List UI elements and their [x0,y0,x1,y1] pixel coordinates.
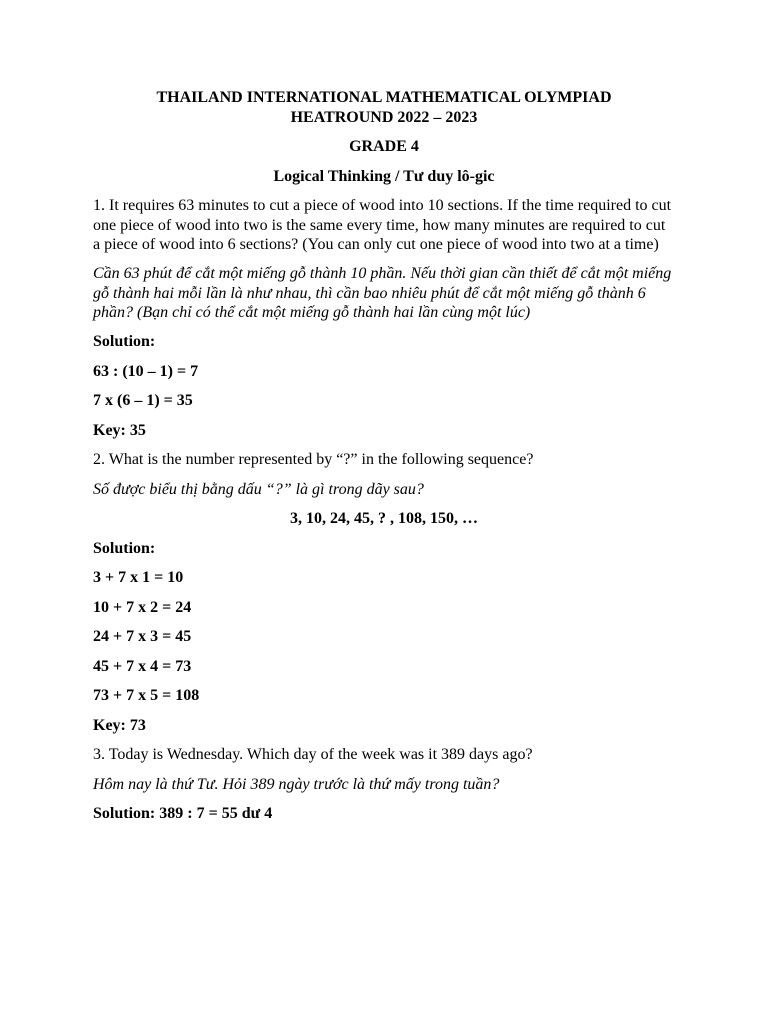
q1-solution-label: Solution: [93,333,156,350]
q2-step-2: 10 + 7 x 2 = 24 [93,598,192,616]
q1-step-1: 63 : (10 – 1) = 7 [93,362,199,380]
q1-question-en: 1. It requires 63 minutes to cut a piece of wood into 10 sections. If the time required to cut one piece of wood into two is the same every time, how many minutes are required to cut a piece of wood into 6 sections? (You can only cut one piece of wood into two at a time) [93,197,672,253]
q2-step-4: 45 + 7 x 4 = 73 [93,657,192,675]
q3-question-en: 3. Today is Wednesday. Which day of the week was it 389 days ago? [93,746,533,763]
q2-step-5: 73 + 7 x 5 = 108 [93,687,200,704]
document-title [93,88,675,128]
q3-question-vi: Hôm nay là thứ Tư. Hỏi 389 ngày trước là thứ mấy trong tuần? [93,775,500,793]
q2-step-1: 3 + 7 x 1 = 10 [93,569,184,586]
q2-question-vi: Số được biểu thị bằng dấu “?” là gì trong dãy sau? [93,480,424,498]
title-line-2: HEATROUND 2022 – 2023 [290,109,478,126]
q2-step-3: 24 + 7 x 3 = 45 [93,628,192,645]
q3-solution: Solution: 389 : 7 = 55 dư 4 [93,805,273,822]
q1-step-2: 7 x (6 – 1) = 35 [93,392,193,409]
section-heading: Logical Thinking / Tư duy lô-gic [273,167,495,185]
q1-key: Key: 35 [93,421,146,439]
q2-question-en: 2. What is the number represented by “?” in the following sequence? [93,451,534,468]
q2-sequence: 3, 10, 24, 45, ? , 108, 150, … [290,510,478,527]
title-line-1: THAILAND INTERNATIONAL MATHEMATICAL OLYMPIAD [156,89,612,106]
q2-key: Key: 73 [93,716,146,734]
q2-solution-label: Solution: [93,539,156,557]
grade-heading: GRADE 4 [349,138,419,155]
q1-question-vi: Cần 63 phút để cắt một miếng gỗ thành 10 phần. Nếu thời gian cần thiết để cắt một miếng gỗ thành hai mỗi lần là như nhau, thì cần bao nhiêu phút để cắt một miếng gỗ thành 6 phần? (Bạn chỉ có thể cắt một miếng gỗ thành hai lần cùng một lúc) [93,265,672,321]
